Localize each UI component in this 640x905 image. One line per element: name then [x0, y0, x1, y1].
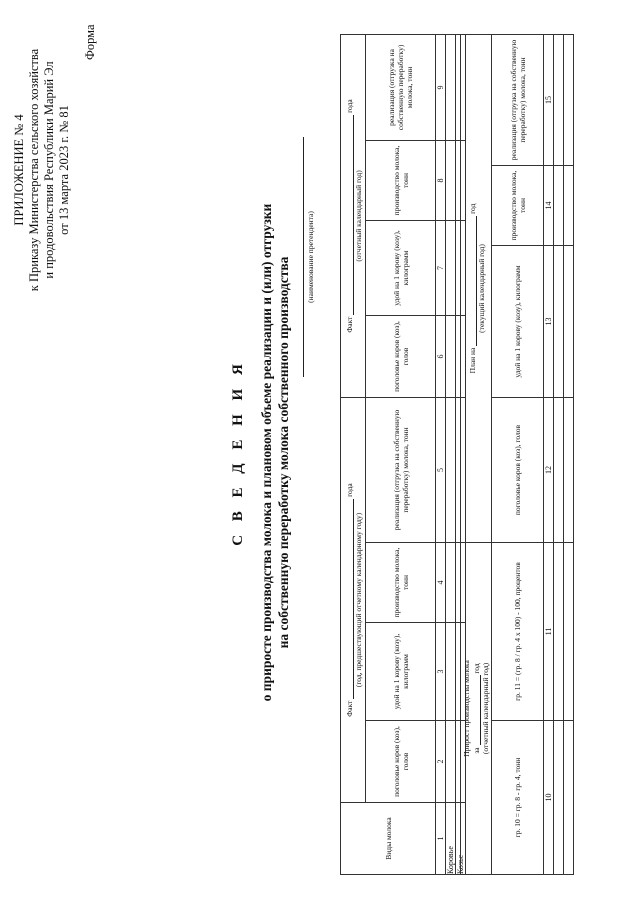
kinds-header: Виды молока	[341, 803, 436, 875]
col-header: реализация (отгрузка на собственную переработку) молока, тонн	[366, 34, 436, 140]
col-header: реализация (отгрузка на собственную переработку) молока, тонн	[492, 34, 544, 165]
data-cell[interactable]	[554, 398, 564, 543]
fact-cur-label: Факт	[344, 316, 354, 333]
data-cell[interactable]	[554, 34, 564, 165]
col-number: 7	[436, 220, 446, 315]
plan-year-blank	[467, 216, 477, 346]
col-header: удой на 1 корову (козу), килограмм	[366, 623, 436, 721]
table-row	[554, 34, 564, 874]
col-header: реализация (отгрузка на собственную переработку) молока, тонн	[366, 397, 436, 542]
plan-caption: (текущий календарный год)	[476, 244, 486, 333]
appendix-line-2: и продовольствия Республики Марий Эл	[42, 61, 56, 279]
col-number: 1	[436, 803, 446, 875]
fact-cur-caption: (отчетный календарный год)	[353, 170, 363, 262]
col-header: поголовье коров (коз), голов	[492, 398, 544, 543]
subtitle-line-2: на собственную переработку молока собственного производства	[276, 256, 291, 649]
col-number: 5	[436, 397, 446, 542]
growth-year-word: год	[472, 663, 481, 674]
data-cell[interactable]	[564, 34, 574, 165]
col-number: 15	[544, 34, 554, 165]
data-cell[interactable]	[564, 398, 574, 543]
document-subtitle	[258, 0, 292, 905]
col-number: 3	[436, 623, 446, 721]
data-cell[interactable]	[446, 140, 456, 220]
col-header: гр. 10 = гр. 8 - гр. 4, тонн	[492, 721, 544, 875]
data-cell[interactable]	[564, 543, 574, 721]
data-cell[interactable]	[554, 721, 564, 875]
col-number: 9	[436, 34, 446, 140]
data-cell[interactable]	[564, 166, 574, 246]
growth-header	[461, 543, 492, 875]
form-label: Форма	[83, 24, 97, 60]
table-growth-plan	[460, 34, 574, 875]
col-number: 8	[436, 140, 446, 220]
appendix-block	[12, 25, 72, 315]
fact-cur-blank	[344, 115, 354, 315]
recipient-name-line	[303, 137, 304, 377]
col-number: 13	[544, 246, 554, 398]
data-cell[interactable]	[446, 543, 456, 623]
data-cell[interactable]	[446, 623, 456, 721]
appendix-title: ПРИЛОЖЕНИЕ № 4	[12, 114, 26, 226]
col-number: 11	[544, 543, 554, 721]
col-header: поголовье коров (коз), голов	[366, 721, 436, 803]
row-label: Коровье	[446, 803, 456, 875]
appendix-line-3: от 13 марта 2023 г. № 81	[57, 105, 71, 235]
col-number: 12	[544, 398, 554, 543]
growth-za: за	[472, 747, 481, 754]
col-header: гр. 11 = (гр. 8 / гр. 4 х 100) - 100, процентов	[492, 543, 544, 721]
col-header: производство молока, тонн	[366, 140, 436, 220]
col-number: 2	[436, 721, 446, 803]
col-header: удой на 1 корову (козу), килограмм	[366, 220, 436, 315]
col-number: 4	[436, 543, 446, 623]
fact-prev-blank	[344, 499, 354, 699]
growth-caption: (отчетный календарный год)	[481, 662, 490, 755]
data-cell[interactable]	[446, 397, 456, 542]
data-cell[interactable]	[446, 220, 456, 315]
data-cell[interactable]	[446, 34, 456, 140]
fact-cur-header	[341, 34, 366, 397]
table-row	[564, 34, 574, 874]
growth-title: Прирост производства молока	[462, 660, 471, 757]
plan-header	[461, 34, 492, 542]
fact-prev-caption: (год, предшествующий отчетному календарному году)	[353, 512, 363, 688]
row-label: Козье	[456, 803, 466, 875]
data-cell[interactable]	[446, 315, 456, 397]
fact-cur-year-word: года	[344, 99, 354, 113]
col-number: 6	[436, 315, 446, 397]
plan-label: План на	[467, 347, 477, 374]
col-number: 10	[544, 721, 554, 875]
appendix-line-1: к Приказу Министерства сельского хозяйства	[27, 48, 41, 292]
col-header: производство молока, тонн	[366, 543, 436, 623]
col-header: удой на 1 корову (козу), килограмм	[492, 246, 544, 398]
data-cell[interactable]	[564, 721, 574, 875]
data-cell[interactable]	[446, 721, 456, 803]
data-cell[interactable]	[554, 543, 564, 721]
plan-year-word: год	[467, 203, 477, 214]
data-cell[interactable]	[554, 246, 564, 398]
fact-prev-year-word: года	[344, 483, 354, 497]
growth-year-blank	[471, 675, 481, 745]
col-header: производство молока, тонн	[492, 166, 544, 246]
data-cell[interactable]	[564, 246, 574, 398]
table-fact	[340, 34, 466, 875]
subtitle-line-1: о приросте производства молока и плановом объеме реализации и (или) отгрузки	[259, 203, 274, 702]
recipient-caption: (наименование претендента)	[306, 211, 315, 303]
fact-prev-header	[341, 397, 366, 802]
document-title: С В Е Д Е Н И Я	[230, 359, 246, 546]
data-cell[interactable]	[554, 166, 564, 246]
col-number: 14	[544, 166, 554, 246]
fact-prev-label: Факт	[344, 700, 354, 717]
table-row	[446, 34, 456, 874]
col-header: поголовье коров (коз), голов	[366, 315, 436, 397]
